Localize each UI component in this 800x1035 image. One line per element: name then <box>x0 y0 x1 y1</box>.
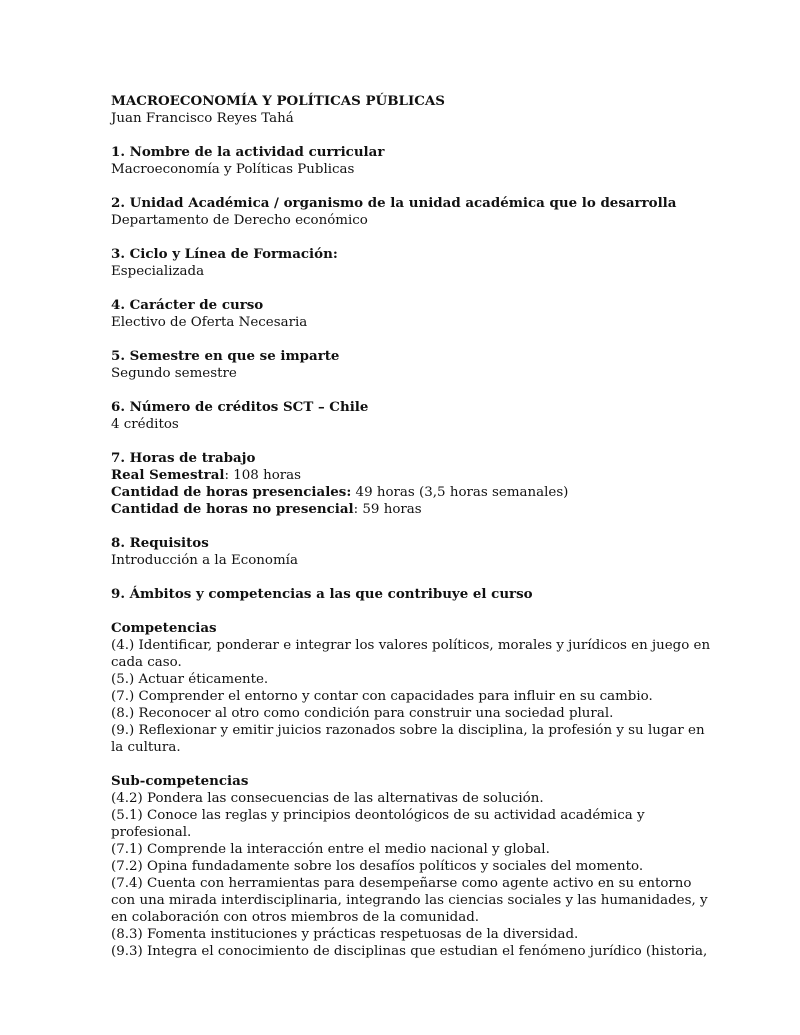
hours-no-presencial-label: Cantidad de horas no presencial <box>111 501 354 517</box>
section-9-heading: 9. Ámbitos y competencias a las que contribuye el curso <box>111 586 533 602</box>
document-page <box>111 93 711 960</box>
subcompetencia-item: (7.2) Opina fundadamente sobre los desafíos políticos y sociales del momento. <box>111 859 644 874</box>
section-7-heading: 7. Horas de trabajo <box>111 450 256 466</box>
subcompetencia-item: (7.1) Comprende la interacción entre el medio nacional y global. <box>111 842 550 857</box>
competencia-item: (7.) Comprender el entorno y contar con capacidades para influir en su cambio. <box>111 689 653 704</box>
section-6-heading: 6. Número de créditos SCT – Chile <box>111 399 369 415</box>
hours-real-row <box>111 467 711 484</box>
section-1-heading: 1. Nombre de la actividad curricular <box>111 144 385 160</box>
competencias-heading: Competencias <box>111 620 217 636</box>
competencia-item: (8.) Reconocer al otro como condición para construir una sociedad plural. <box>111 706 614 721</box>
section-8-value: Introducción a la Economía <box>111 553 298 568</box>
hours-no-presencial-row <box>111 501 711 518</box>
section-3-heading: 3. Ciclo y Línea de Formación: <box>111 246 338 262</box>
section-1-value: Macroeconomía y Políticas Publicas <box>111 162 355 177</box>
subcompetencia-item: (7.4) Cuenta con herramientas para desempeñarse como agente activo en su entorno con una mirada interdisciplinaria, integrando las ciencias sociales y las humanidades, y en colaboración con otros miembros de la comunidad. <box>111 876 708 925</box>
subcompetencia-item: (5.1) Conoce las reglas y principios deontológicos de su actividad académica y profesional. <box>111 808 645 840</box>
competencia-item: (5.) Actuar éticamente. <box>111 672 269 687</box>
document-author: Juan Francisco Reyes Tahá <box>111 111 294 126</box>
competencia-item: (4.) Identificar, ponderar e integrar los valores políticos, morales y jurídicos en juego en cada caso. <box>111 638 711 670</box>
section-6-value: 4 créditos <box>111 417 179 432</box>
section-8-heading: 8. Requisitos <box>111 535 209 551</box>
section-5-heading: 5. Semestre en que se imparte <box>111 348 340 364</box>
section-3-value: Especializada <box>111 264 205 279</box>
subcompetencias-heading: Sub-competencias <box>111 773 249 789</box>
hours-real-label: Real Semestral <box>111 467 225 483</box>
section-2-value: Departamento de Derecho económico <box>111 213 368 228</box>
hours-presenciales-value: 49 horas (3,5 horas semanales) <box>351 485 569 500</box>
subcompetencia-item: (8.3) Fomenta instituciones y prácticas respetuosas de la diversidad. <box>111 927 579 942</box>
section-2-heading: 2. Unidad Académica / organismo de la unidad académica que lo desarrolla <box>111 195 677 211</box>
section-5-value: Segundo semestre <box>111 366 237 381</box>
subcompetencia-item: (4.2) Pondera las consecuencias de las alternativas de solución. <box>111 791 544 806</box>
hours-no-presencial-value: : 59 horas <box>353 502 422 517</box>
hours-real-value: : 108 horas <box>224 468 302 483</box>
competencia-item: (9.) Reflexionar y emitir juicios razonados sobre la disciplina, la profesión y su lugar en la cultura. <box>111 723 705 755</box>
hours-presenciales-row <box>111 484 711 501</box>
subcompetencia-item: (9.3) Integra el conocimiento de disciplinas que estudian el fenómeno jurídico (historia, <box>111 944 708 959</box>
section-4-value: Electivo de Oferta Necesaria <box>111 315 308 330</box>
section-4-heading: 4. Carácter de curso <box>111 297 264 313</box>
hours-presenciales-label: Cantidad de horas presenciales: <box>111 484 352 500</box>
document-title: MACROECONOMÍA Y POLÍTICAS PÚBLICAS <box>111 93 445 109</box>
